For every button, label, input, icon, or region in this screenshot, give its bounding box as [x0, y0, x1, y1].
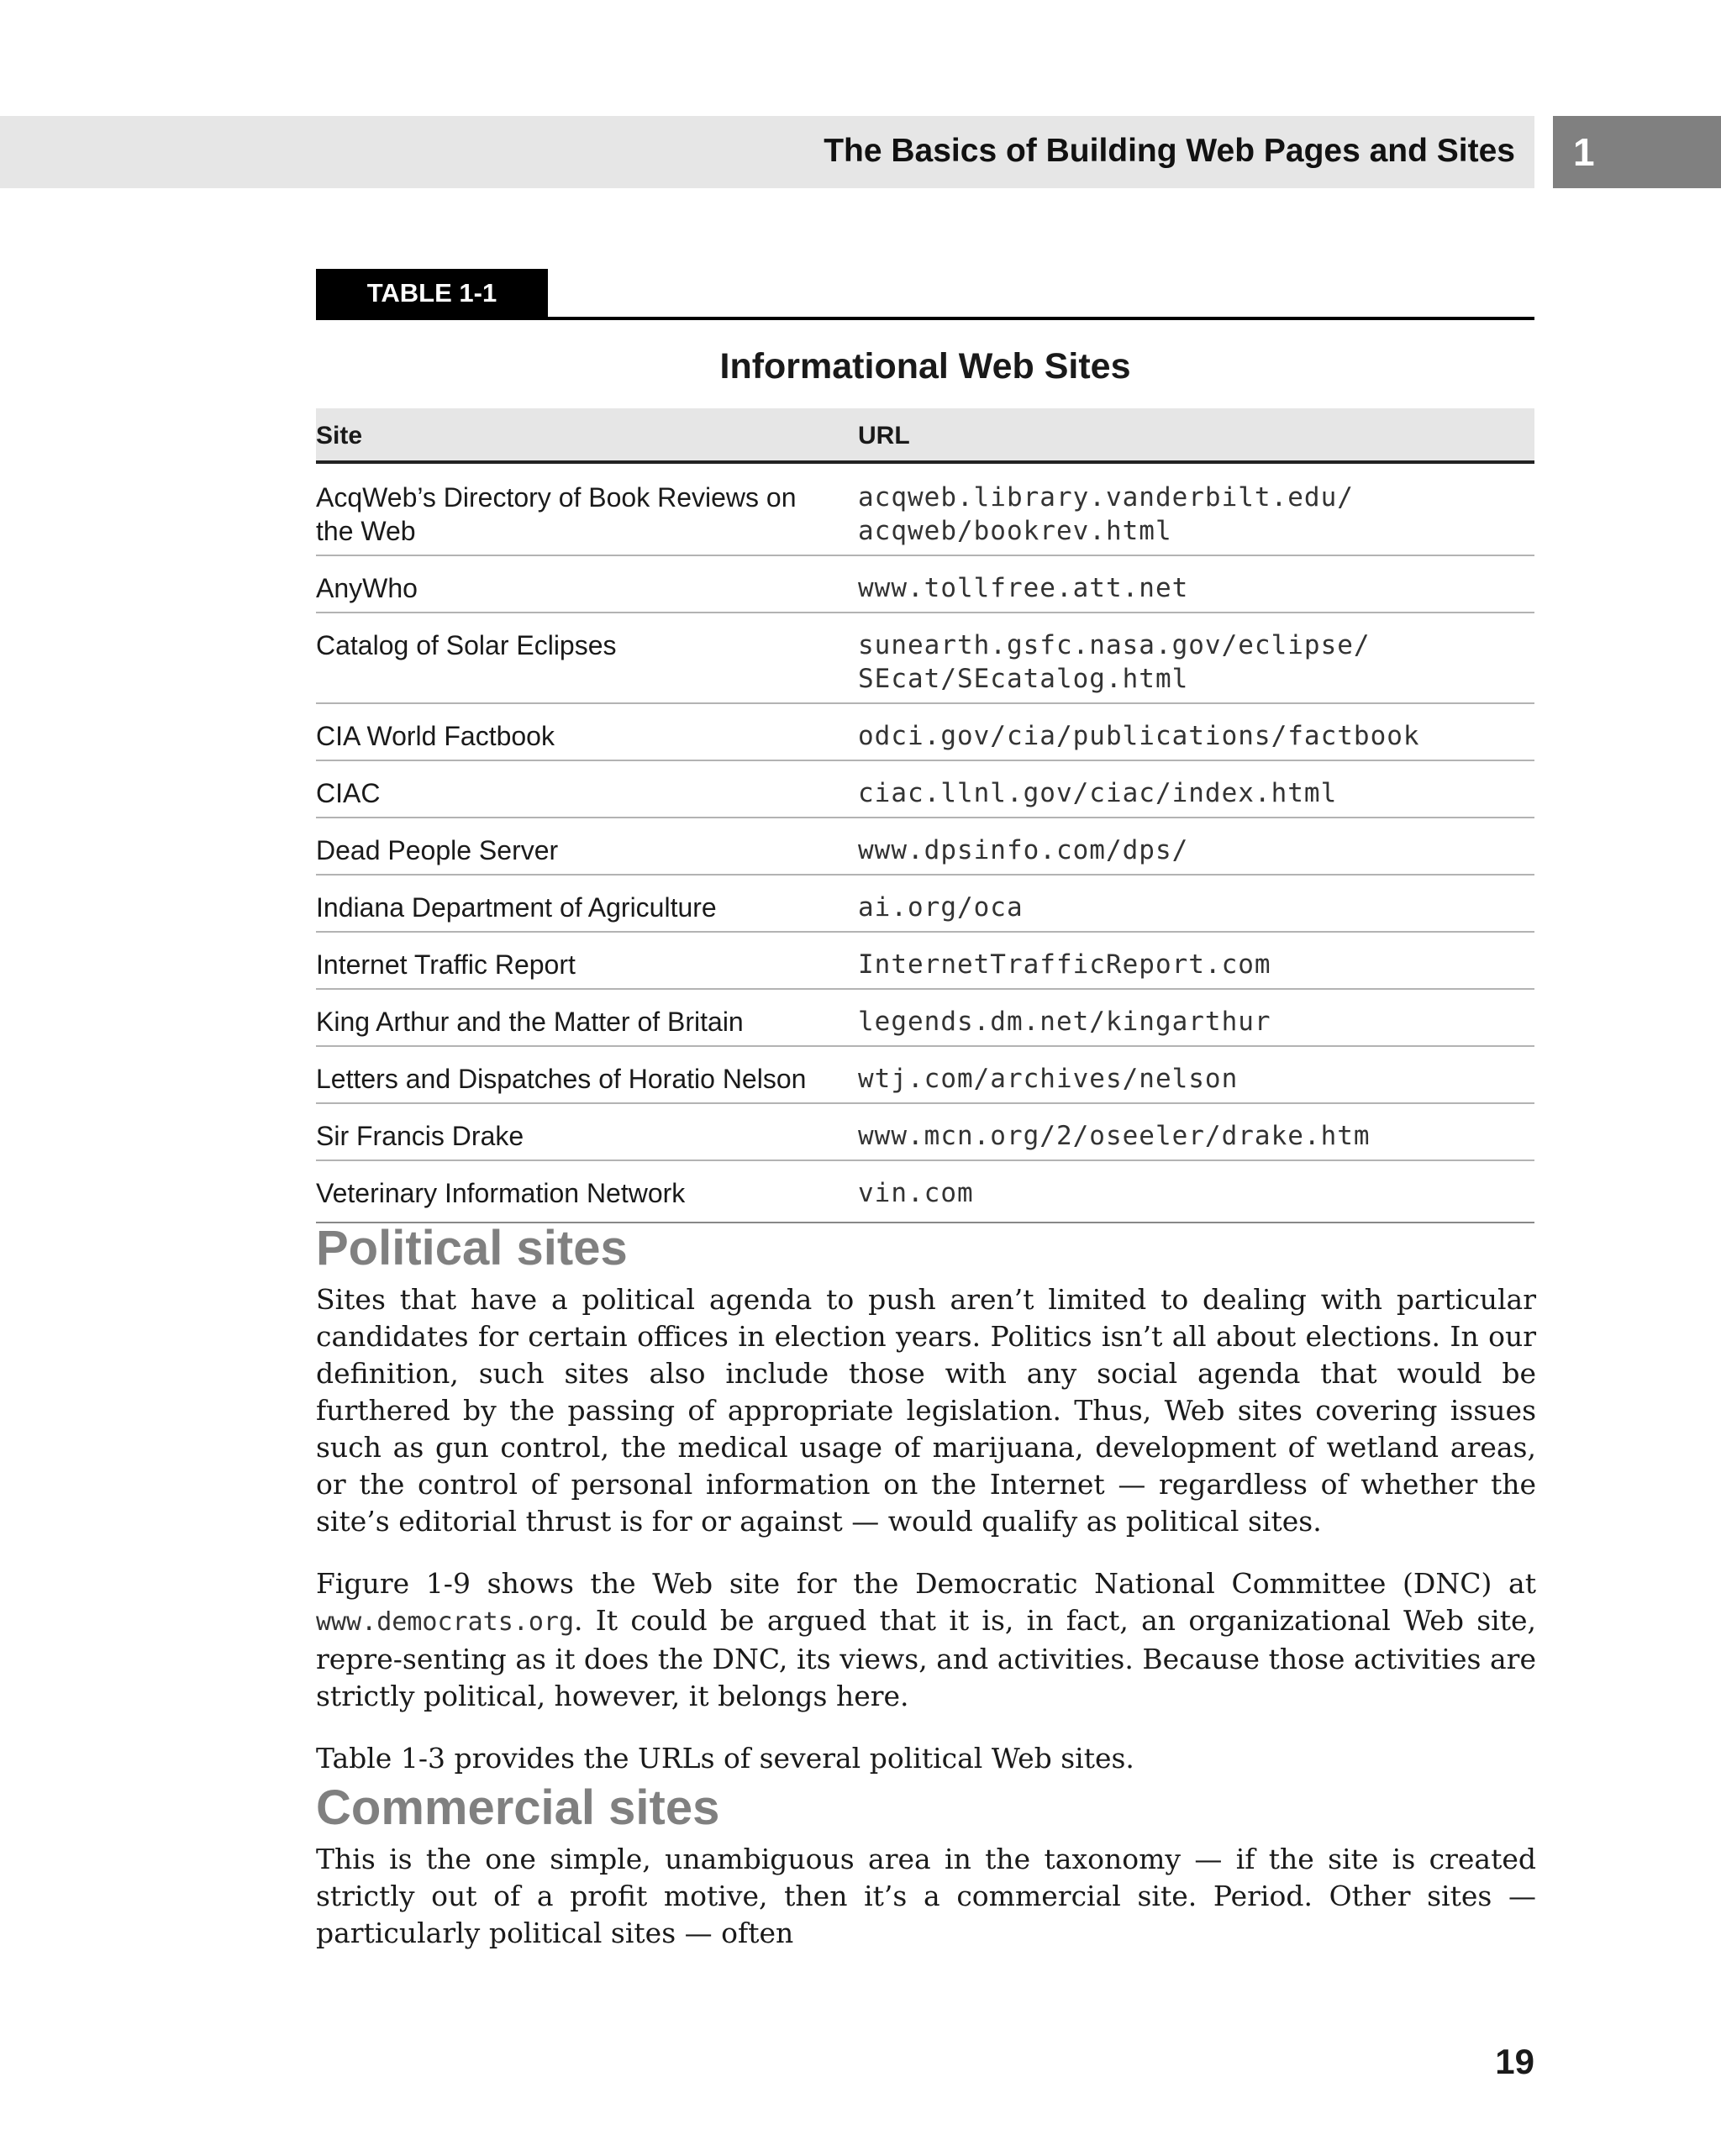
table-body [316, 465, 1534, 1223]
political-paragraph-2 [316, 1565, 1536, 1715]
page-number: 19 [1495, 2042, 1534, 2081]
url-cell: acqweb.library.vanderbilt.edu/ acqweb/bookrev.html [858, 482, 1354, 546]
chapter-number: 1 [1573, 130, 1595, 174]
site-cell: CIAC [316, 778, 381, 808]
url-cell: wtj.com/archives/nelson [858, 1064, 1239, 1094]
commercial-sites-heading: Commercial sites [316, 1780, 720, 1835]
table-row [316, 990, 1534, 1047]
site-cell: Internet Traffic Report [316, 949, 576, 980]
dnc-url: www.democrats.org [316, 1607, 575, 1637]
table-row [316, 1104, 1534, 1161]
political-paragraph-1: Sites that have a political agenda to push aren’t limited to dealing with particular candidates for certain offices in election years. Politics isn’t all about elections. In our definition, such sites also include those with any social agenda that would be furthered by the passing of appropriate legislation. Thus, Web sites covering issues such as gun control, the medical usage of marijuana, development of wetland areas, or the control of personal information on the Internet — regardless of whether the site’s editorial thrust is for or against — would qualify as political sites. [316, 1283, 1536, 1538]
political-paragraph-3: Table 1-3 provides the URLs of several political Web sites. [316, 1742, 1134, 1775]
political-sites-section [316, 1220, 1536, 1777]
table-row [316, 556, 1534, 613]
url-cell: www.mcn.org/2/oseeler/drake.htm [858, 1121, 1371, 1151]
political-paragraph-2-start: Figure 1-9 shows the Web site for the Democratic National Committee (DNC) at [316, 1567, 1536, 1600]
column-header-site: Site [316, 422, 363, 450]
chapter-tab [1553, 116, 1721, 188]
commercial-sites-section [316, 1780, 1536, 1952]
commercial-paragraph-1: This is the one simple, unambiguous area in the taxonomy — if the site is created strictly out of a profit motive, then it’s a commercial site. Period. Other sites — particularly political sites — often [316, 1843, 1536, 1949]
table-title: Informational Web Sites [719, 346, 1131, 387]
political-sites-heading: Political sites [316, 1221, 628, 1275]
table-tag: TABLE 1-1 [316, 269, 548, 317]
table-row [316, 613, 1534, 704]
table-row [316, 1047, 1534, 1104]
table-header-row [316, 408, 1534, 464]
site-cell: AnyWho [316, 573, 418, 603]
table-row [316, 1161, 1534, 1223]
url-cell: ai.org/oca [858, 892, 1024, 923]
political-paragraph-2-end: . It could be argued that it is, in fact, an organizational Web site, repre-senting as it does the DNC, its views, and activities. Because those activities are strictly political, however, it belongs here. [316, 1604, 1536, 1712]
url-cell: www.dpsinfo.com/dps/ [858, 835, 1189, 865]
site-cell: Veterinary Information Network [316, 1178, 686, 1208]
site-cell: Sir Francis Drake [316, 1121, 524, 1151]
site-cell: Indiana Department of Agriculture [316, 892, 717, 923]
table-row [316, 818, 1534, 876]
url-cell: legends.dm.net/kingarthur [858, 1007, 1271, 1037]
table-label-row [316, 269, 1534, 320]
url-cell: vin.com [858, 1178, 974, 1208]
table-row [316, 933, 1534, 990]
table-row [316, 704, 1534, 761]
table-row [316, 465, 1534, 556]
running-header-title: The Basics of Building Web Pages and Sites [824, 133, 1515, 169]
url-cell: InternetTrafficReport.com [858, 949, 1271, 980]
site-cell: Letters and Dispatches of Horatio Nelson [316, 1064, 807, 1094]
url-cell: sunearth.gsfc.nasa.gov/eclipse/ SEcat/SEcatalog.html [858, 630, 1371, 694]
site-cell: King Arthur and the Matter of Britain [316, 1007, 744, 1037]
table-row [316, 876, 1534, 933]
site-cell: Dead People Server [316, 835, 559, 865]
site-cell: CIA World Factbook [316, 721, 555, 751]
site-cell: Catalog of Solar Eclipses [316, 630, 617, 660]
url-cell: odci.gov/cia/publications/factbook [858, 721, 1420, 751]
url-cell: www.tollfree.att.net [858, 573, 1189, 603]
column-header-url: URL [858, 422, 910, 450]
url-cell: ciac.llnl.gov/ciac/index.html [858, 778, 1338, 808]
site-cell: AcqWeb’s Directory of Book Reviews on the Web [316, 482, 797, 546]
table-row [316, 761, 1534, 818]
